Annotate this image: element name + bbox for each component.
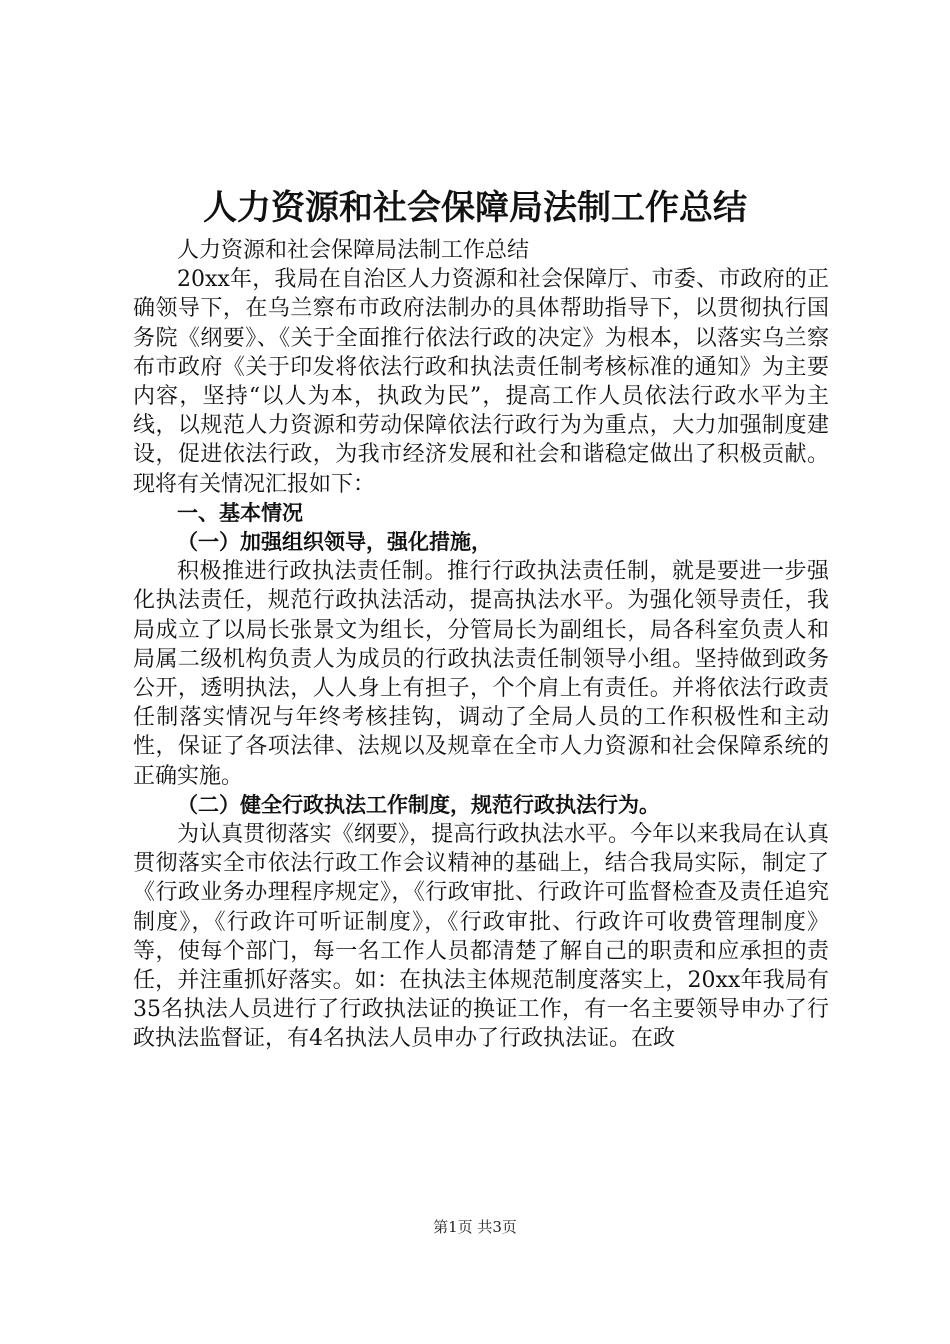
- subsection-heading-2: （二）健全行政执法工作制度，规范行政执法行为。: [177, 792, 660, 817]
- paragraph-intro: 20xx年，我局在自治区人力资源和社会保障厅、市委、市政府的正确领导下，在乌兰察布市政府法制办的具体帮助指导下，以贯彻执行国务院《纲要》、《关于全面推行依法行政的决定》为根本，以落实乌兰察布市政府《关于印发将依法行政和执法责任制考核标准的通知》为主要内容，坚持“以人为本，执政为民”，提高工作人员依法行政水平为主线，以规范人力资源和劳动保障依法行政行为为重点，大力加强制度建设，促进依法行政，为我市经济发展和社会和谐稳定做出了积极贡献。现将有关情况汇报如下：: [133, 267, 829, 497]
- document-title: 人力资源和社会保障局法制工作总结: [203, 188, 747, 228]
- document-body: [133, 236, 829, 1054]
- paragraph-work-system: 为认真贯彻落实《纲要》，提高行政执法水平。今年以来我局在认真贯彻落实全市依法行政工作会议精神的基础上，结合我局实际，制定了《行政业务办理程序规定》，《行政审批、行政许可监督检查及责任追究制度》，《行政许可听证制度》，《行政审批、行政许可收费管理制度》等，使每个部门，每一名工作人员都清楚了解自己的职责和应承担的责任，并注重抓好落实。如：在执法主体规范制度落实上，20xx年我局有35名执法人员进行了行政执法证的换证工作，有一名主要领导申办了行政执法监督证，有4名执法人员申办了行政执法证。在政: [133, 822, 829, 1052]
- paragraph-responsibility-system: 积极推进行政执法责任制。推行行政执法责任制，就是要进一步强化执法责任，规范行政执法活动，提高执法水平。为强化领导责任，我局成立了以局长张景文为组长，分管局长为副组长，局各科室负责人和局属二级机构负责人为成员的行政执法责任制领导小组。坚持做到政务公开，透明执法，人人身上有担子，个个肩上有责任。并将依法行政责任制落实情况与年终考核挂钩，调动了全局人员的工作积极性和主动性，保证了各项法律、法规以及规章在全市人力资源和社会保障系统的正确实施。: [133, 559, 829, 789]
- subsection-heading-1: （一）加强组织领导，强化措施，: [177, 530, 492, 555]
- page-footer: 第1页 共3页: [433, 1218, 517, 1236]
- section-heading-basic-situation: 一、基本情况: [177, 500, 303, 525]
- paragraph-subtitle: 人力资源和社会保障局法制工作总结: [177, 238, 530, 263]
